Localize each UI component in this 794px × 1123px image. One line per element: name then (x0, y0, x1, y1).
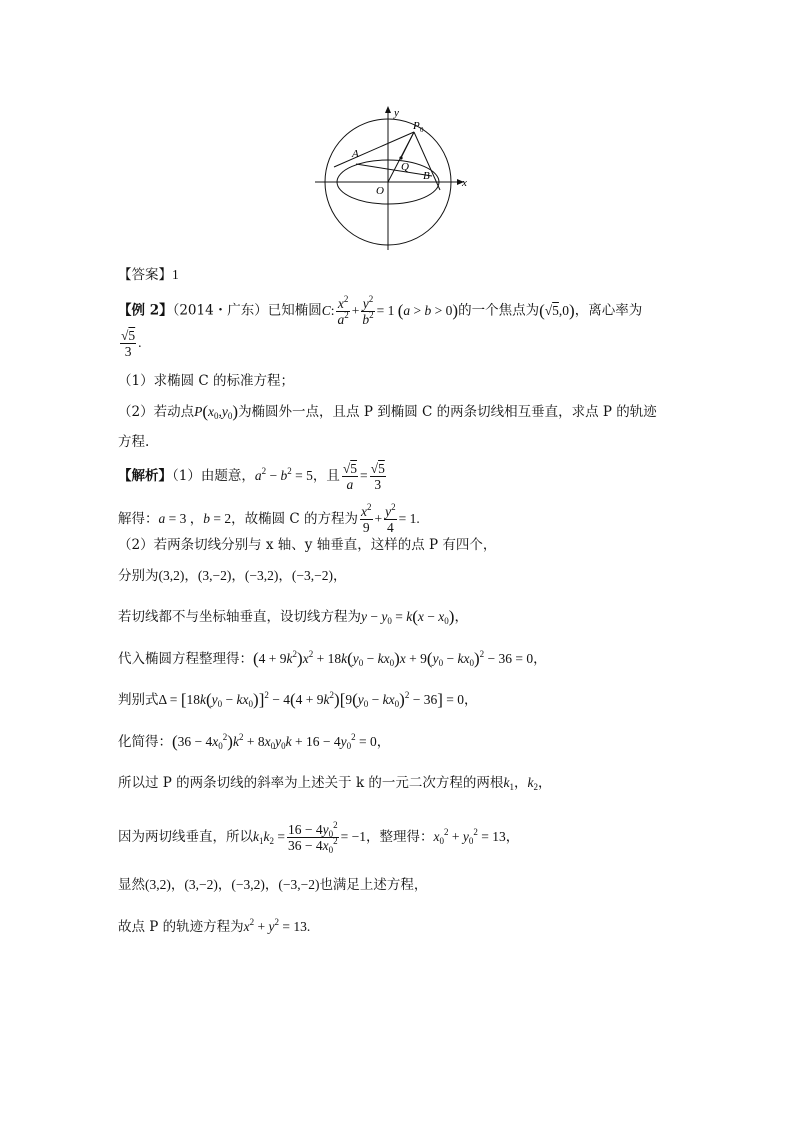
example-after-eq: 的一个焦点为 (458, 302, 540, 319)
label-q: Q (401, 161, 409, 173)
solution-line-6: 代入椭圆方程整理得：$(4 + 9k^2)x^2 + 18k(y_0 - kx_0)x + 9(y_0 - kx_0)^2 - 36 = 0$， (118, 649, 547, 668)
point-p-coords: $P(x_0,y_0)$ (194, 402, 239, 421)
example-label: 【例 2】 (118, 302, 173, 319)
label-p0: P (413, 120, 420, 132)
answer-line (118, 265, 179, 285)
point-q-dot (399, 156, 402, 159)
label-y: y (394, 107, 399, 119)
label-o: O (376, 185, 384, 197)
point-1: (3,2) (158, 568, 185, 583)
ellipse-circle-figure (312, 102, 472, 252)
solution-s9-a: 所以过 P 的两条切线的斜率为上述关于 k 的一元二次方程的两根 (118, 775, 504, 791)
solution-line-5: 若切线都不与坐标轴垂直，设切线方程为$y - y_0 = k(x - x_0)$， (118, 607, 468, 626)
question-2 (118, 402, 657, 422)
question-2-c: 方程. (118, 434, 150, 450)
solution-s1-b: ，且 (312, 468, 340, 484)
eccentricity-value: $\frac{√5}{3}$ . (121, 328, 142, 359)
question-2-a: （2）若动点 (118, 404, 195, 420)
solution-s5-a: 若切线都不与坐标轴垂直，设切线方程为 (118, 609, 361, 625)
example-ecc-text: ，离心率为 (574, 302, 643, 319)
solution-line-3: （2）若两条切线分别与 x 轴、y 轴垂直，这样的点 P 有四个， (118, 537, 497, 553)
solution-s2-b: ，故椭圆 C 的方程为 (231, 511, 359, 527)
label-a: A (352, 148, 359, 160)
solution-s8-a: 化简得： (118, 734, 172, 750)
solution-s1-a: （1）由题意， (172, 468, 255, 484)
solution-line-4: 分别为(3,2)，(3,−2)，(−3,2)，(−3,−2)， (118, 568, 347, 584)
question-2-b: 为椭圆外一点，且点 P 到椭圆 C 的两条切线相互垂直，求点 P 的轨迹 (238, 404, 657, 420)
point-3-repeat: (−3,2) (231, 877, 265, 892)
solution-line-1: 【解析】（1）由题意，$a^2 - b^2 = 5$，且 $\frac{√5}{a}$ = $\frac{√5}{3}$ (118, 461, 385, 492)
question-1: （1）求椭圆 C 的标准方程； (118, 373, 295, 389)
y-axis-arrow (385, 106, 391, 113)
solution-s10-b: ，整理得： (365, 829, 434, 845)
point-4-repeat: (−3,−2) (278, 877, 320, 892)
label-x: x (462, 177, 467, 189)
example-source: （2014・广东）已知椭圆 (172, 302, 322, 319)
solution-line-11: 显然(3,2)，(3,−2)，(−3,2)，(−3,−2)也满足上述方程， (118, 877, 428, 893)
solution-line-7: 判别式$\Delta = [18k(y_0 - kx_0)]^2 - 4(4 + 9k^2)[9(y_0 - kx_0)^2 - 36] = 0$， (118, 690, 478, 709)
solution-line-8: 化简得：$(36 - 4x_0^2)k^2 + 8x_0y_0k + 16 - 4y_0^2 = 0$， (118, 732, 391, 751)
point-4: (−3,−2) (291, 568, 333, 583)
point-2: (3,−2) (197, 568, 232, 583)
label-b: B (423, 170, 430, 182)
example-line (118, 296, 642, 327)
solution-s2-a: 解得： (118, 511, 159, 527)
ellipse-equation: C: $\frac{x^2}{a^2}$ + $\frac{y^2}{b^2}$ = 1 (a > b > 0) (321, 294, 459, 327)
answer-label: 【答案】 (118, 267, 172, 283)
answer-value: 1 (172, 267, 179, 282)
label-p0-sub: 0 (420, 126, 424, 134)
solution-s11-b: 也满足上述方程， (319, 877, 428, 893)
solution-s10-a: 因为两切线垂直，所以 (118, 829, 253, 845)
solution-line-12: 故点 P 的轨迹方程为$x^2 + y^2 = 13$. (118, 917, 311, 935)
solution-line-2: 解得：a = 3 ，b = 2，故椭圆 C 的方程为 $\frac{x^2}{9}$ + $\frac{y^2}{4}$ = 1. (118, 502, 420, 535)
solution-s7-a: 判别式 (118, 692, 159, 708)
solution-label: 【解析】 (118, 468, 172, 484)
point-1-repeat: (3,2) (145, 877, 171, 892)
point-3: (−3,2) (244, 568, 279, 583)
solution-line-10: 因为两切线垂直，所以$k_1k_2$ = $\frac{16 - 4y_0^2}{36 - 4x_0^2}$ = −1，整理得：$x_0^2 + y_0^2 = 13$， (118, 820, 520, 855)
solution-s4-a: 分别为 (118, 568, 159, 584)
solution-s12-a: 故点 P 的轨迹方程为 (118, 919, 244, 935)
point-2-repeat: (3,−2) (184, 877, 218, 892)
segment-pq (401, 132, 414, 158)
focus-point: (√5,0) (539, 300, 575, 320)
solution-line-9: 所以过 P 的两条切线的斜率为上述关于 k 的一元二次方程的两根$k_1$，$k_2$， (118, 775, 552, 792)
solution-s6-a: 代入椭圆方程整理得： (118, 651, 253, 667)
